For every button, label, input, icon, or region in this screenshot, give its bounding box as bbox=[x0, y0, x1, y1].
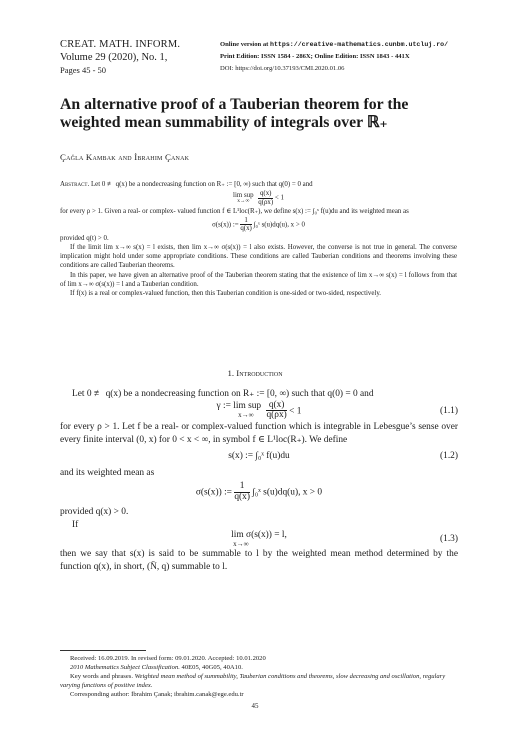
equation-number: (1.3) bbox=[440, 534, 458, 545]
authors: Çağla Kambak and İbrahim Çanak bbox=[60, 152, 190, 162]
page-number: 45 bbox=[251, 702, 259, 710]
abstract-p1-start: Let 0 ≢ q(x) be a nondecreasing function on R₊ := [0, ∞) such that q(0) = 0 and bbox=[90, 181, 313, 188]
footnote-rule bbox=[60, 650, 146, 651]
journal-header bbox=[60, 38, 180, 77]
online-url[interactable]: https://creative-mathematics.cunbm.utcluj.ro/ bbox=[270, 41, 449, 48]
body-p1: Let 0 ≢ q(x) be a nondecreasing function on R₊ := [0, ∞) such that q(0) = 0 and bbox=[72, 389, 374, 399]
abstract-label: Abstract. bbox=[60, 181, 90, 188]
title-line-1: An alternative proof of a Tauberian theorem for the bbox=[60, 96, 409, 113]
body-p5: If bbox=[72, 519, 79, 530]
body-p6: then we say that s(x) is said to be summable to l by the weighted mean method determined by the function q(x), in short, (N̄, q) summable to l. bbox=[60, 549, 458, 572]
issn-line: Print Edition: ISSN 1584 - 286X; Online Edition: ISSN 1843 - 441X bbox=[220, 53, 410, 60]
msc-classification: 2010 Mathematics Subject Classification. 40E05, 40G05, 40A10. bbox=[70, 664, 243, 671]
keywords: Key words and phrases. Weighted mean method of summability, Tauberian conditions and theorems, slow decreasing and oscillation, regulary varying functions of positive index. bbox=[60, 673, 446, 689]
abstract-p4: If f(x) is a real or complex-valued function, then this Tauberian condition is one-sided or two-sided, respectively. bbox=[70, 290, 382, 298]
body-p3: and its weighted mean as bbox=[60, 467, 155, 478]
received-dates: Received: 16.09.2019. In revised form: 09.01.2020. Accepted: 10.01.2020 bbox=[70, 655, 266, 662]
equation-number: (1.1) bbox=[440, 405, 458, 416]
doi-line[interactable]: DOI: https://doi.org/10.37193/CMI.2020.01.06 bbox=[220, 65, 345, 72]
abstract-equation-1: lim sup x→∞ $\frac{q(x)}{q(\rho x)}$ < 1 bbox=[233, 190, 284, 206]
equation-weighted-mean: σ(s(x)) := $\frac{1}{q(x)}$ ∫₀ˣ s(u)dq(u), x > 0 bbox=[195, 481, 323, 503]
abstract-equation-2: σ(s(x)) := $\frac{1}{q(x)}$ ∫₀ˣ s(u)dq(u), x > 0 bbox=[212, 217, 305, 233]
pages-line: Pages 45 - 50 bbox=[60, 65, 107, 75]
section-title-introduction: 1. Introduction bbox=[227, 368, 283, 378]
corresponding-author: Corresponding author: İbrahim Çanak; ibrahim.canak@ege.edu.tr bbox=[70, 691, 244, 698]
abstract-p3: In this paper, we have given an alternative proof of the Tauberian theorem stating that the existence of lim x→∞ s(x) = l follows from that of lim x→∞ σ(s(x)) = l and a Tauberian condition. bbox=[60, 271, 457, 289]
equation-1-2: s(x) := ∫₀ˣ f(u)du (1.2) bbox=[228, 451, 458, 462]
abstract bbox=[60, 180, 457, 299]
online-version-line: Online version at https://creative-mathematics.cunbm.utcluj.ro/ bbox=[220, 41, 449, 48]
body-p2: for every ρ > 1. Let f be a real- or complex-valued function which is integrable in Lebesgue’s sense over every finite interval (0, x) for 0 < x < ∞, in symbol f ∈ L¹loc(R₊). We define bbox=[60, 422, 458, 445]
footnotes bbox=[60, 654, 458, 699]
body-p4: provided q(x) > 0. bbox=[60, 507, 129, 517]
introduction-body bbox=[60, 388, 458, 573]
equation-1-1: γ := lim sup x→∞ $\frac{q(x)}{q(\rho x)}$ < 1 (1.1) bbox=[216, 399, 458, 421]
abstract-p2: If the limit lim x→∞ s(x) = l exists, then lim x→∞ σ(s(x)) = l also exists. However, the converse is not true in general. The converse implication might hold under some appropriate conditions. These conditions are called Tauberian conditions and theorems involving these conditions are called Tauberian theorems. bbox=[60, 243, 457, 270]
abstract-p1-cont: for every ρ > 1. Given a real- or complex- valued function f ∈ L¹loc(R₊), we define s(x) := ∫₀ˣ f(u)du and its weighted mean as bbox=[60, 207, 409, 215]
title-line-2: weighted mean summability of integrals over ℝ₊ bbox=[60, 114, 388, 131]
equation-1-3: lim σ(s(x)) = l, x→∞ (1.3) bbox=[231, 530, 458, 548]
paper-title bbox=[60, 96, 450, 132]
volume-line: Volume 29 (2020), No. 1, bbox=[60, 52, 168, 63]
publication-info bbox=[220, 39, 448, 75]
equation-number: (1.2) bbox=[440, 451, 458, 462]
abstract-p1-end: provided q(t) > 0. bbox=[60, 234, 109, 242]
journal-name: CREAT. MATH. INFORM. bbox=[60, 39, 181, 50]
